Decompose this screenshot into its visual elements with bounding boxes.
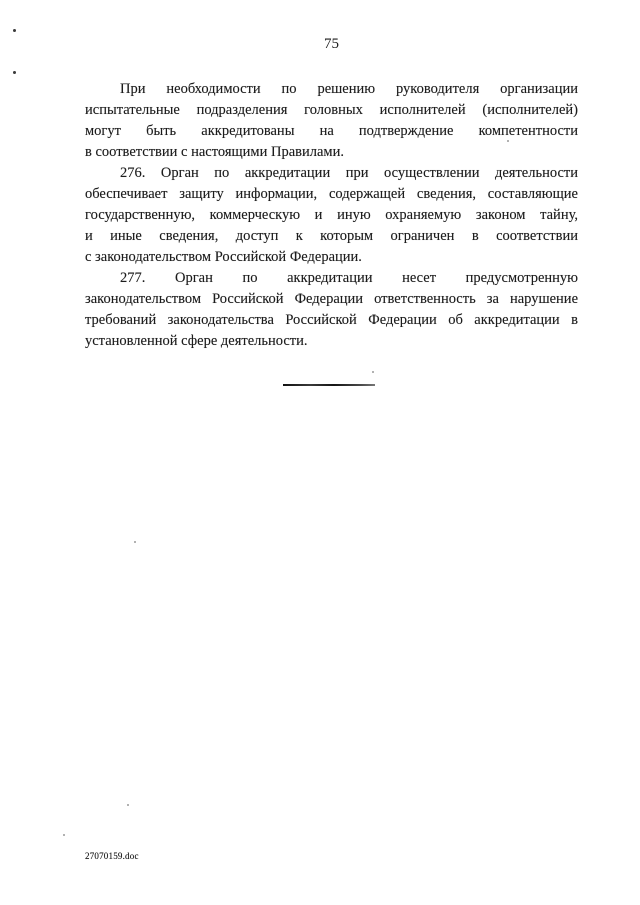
text-line: установленной сфере деятельности. — [85, 333, 308, 349]
text-line: с законодательством Российской Федерации. — [85, 249, 362, 265]
text-line: испытательные подразделения головных исполнителей (исполнителей) — [85, 102, 578, 118]
text-line: законодательством Российской Федерации ответственность за нарушение — [85, 291, 578, 307]
text-line: При необходимости по решению руководителя организации — [120, 81, 578, 97]
page-number: 75 — [324, 36, 339, 52]
end-of-document-divider — [283, 384, 375, 386]
document-body — [85, 79, 578, 352]
text-line: 277. Орган по аккредитации несет предусмотренную — [120, 270, 578, 286]
text-line: обеспечивает защиту информации, содержащей сведения, составляющие — [85, 186, 578, 202]
text-line: в соответствии с настоящими Правилами. — [85, 144, 344, 160]
text-line: требований законодательства Российской Федерации об аккредитации в — [85, 312, 578, 328]
scan-speck — [372, 371, 374, 373]
scan-speck — [13, 29, 16, 32]
text-line: государственную, коммерческую и иную охраняемую законом тайну, — [85, 207, 578, 223]
text-line: могут быть аккредитованы на подтверждение компетентности — [85, 123, 578, 139]
scan-speck — [13, 71, 16, 74]
scan-speck — [127, 804, 129, 806]
text-line: и иные сведения, доступ к которым ограничен в соответствии — [85, 228, 578, 244]
scan-speck — [134, 541, 136, 543]
scan-speck — [63, 834, 65, 836]
footer-filename: 27070159.doc — [85, 851, 139, 861]
text-line: 276. Орган по аккредитации при осуществлении деятельности — [120, 165, 578, 181]
